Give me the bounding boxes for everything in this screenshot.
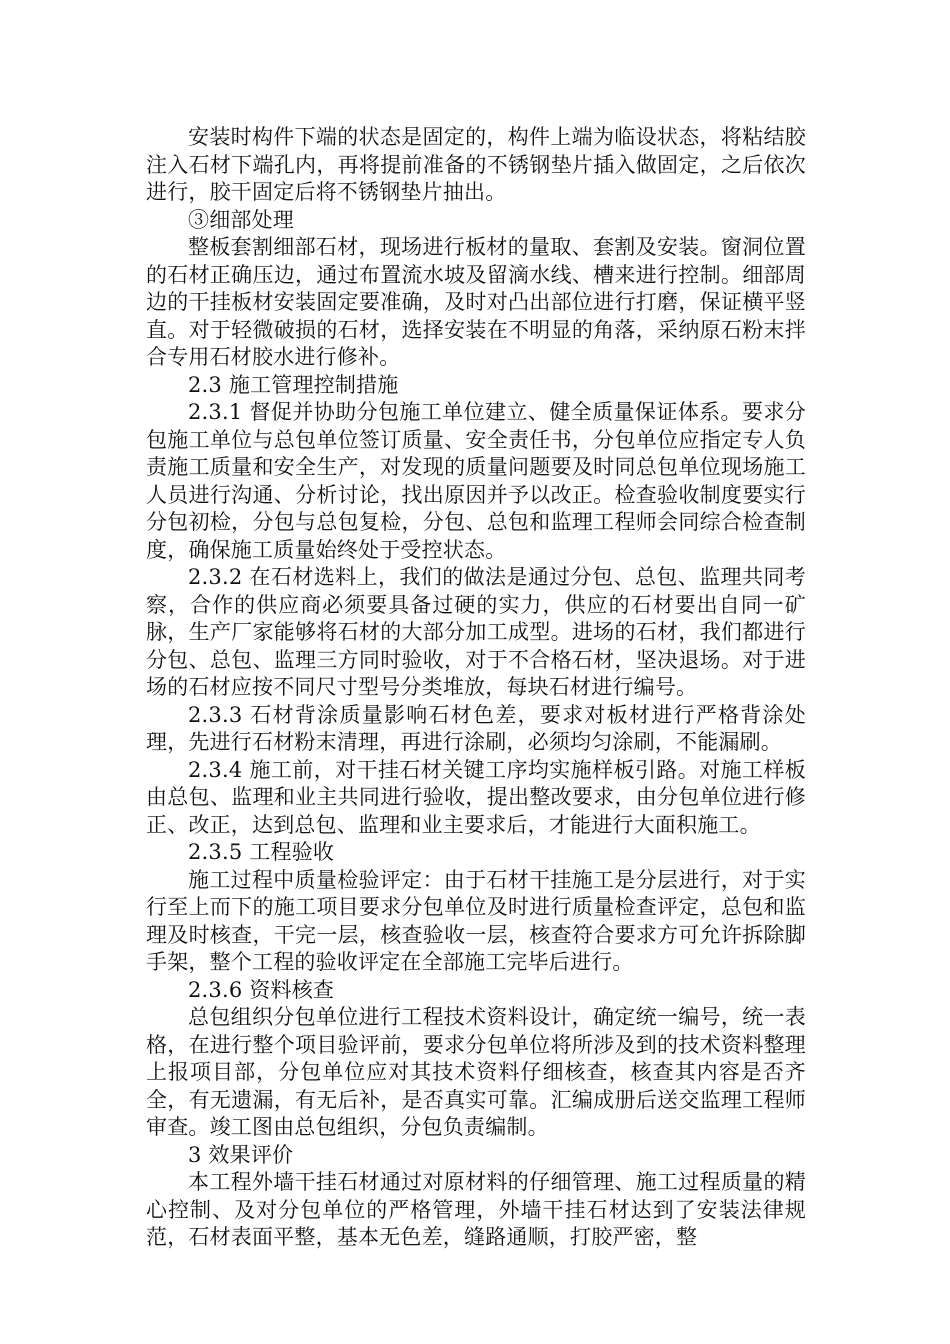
heading-2-3-5-acceptance: 2.3.5 工程验收 — [188, 840, 335, 864]
paragraph-2-3-2: 2.3.2 在石材选料上，我们的做法是通过分包、总包、监理共同考察，合作的供应商必须要具备过硬的实力，供应的石材要出自同一矿脉，生产厂家能够将石材的大部分加工成型。进场的石材，我们都进行分包、总包、监理三方同时验收，对于不合格石材，坚决退场。对于进场的石材应按不同尺寸型号分类堆放，每块石材进行编号。 — [146, 565, 806, 699]
paragraph-2-3-1: 2.3.1 督促并协助分包施工单位建立、健全质量保证体系。要求分包施工单位与总包单位签订质量、安全责任书，分包单位应指定专人负责施工质量和安全生产，对发现的质量问题要及时同总包单位现场施工人员进行沟通、分析讨论，找出原因并予以改正。检查验收制度要实行分包初检，分包与总包复检，分包、总包和监理工程师会同综合检查制度，确保施工质量始终处于受控状态。 — [146, 400, 806, 562]
heading-2-3-management: 2.3 施工管理控制措施 — [188, 372, 399, 397]
paragraph-2-3-6: 总包组织分包单位进行工程技术资料设计，确定统一编号，统一表格，在进行整个项目验评前，要求分包单位将所涉及到的技术资料整理上报项目部，分包单位应对其技术资料仔细核查，核查其内容是否齐全，有无遗漏，有无后补，是否真实可靠。汇编成册后送交监理工程师审查。竣工图由总包组织，分包负责编制。 — [146, 1005, 806, 1139]
paragraph-2-3-5: 施工过程中质量检验评定：由于石材干挂施工是分层进行，对于实行至上而下的施工项目要求分包单位及时进行质量检查评定，总包和监理及时核查，干完一层，核查验收一层，核查符合要求方可允许拆除脚手架，整个工程的验收评定在全部施工完毕后进行。 — [146, 867, 806, 974]
paragraph-2-3-3: 2.3.3 石材背涂质量影响石材色差，要求对板材进行严格背涂处理，先进行石材粉末清理，再进行涂刷，必须均匀涂刷，不能漏刷。 — [146, 702, 806, 754]
paragraph-2-3-4: 2.3.4 施工前，对干挂石材关键工序均实施样板引路。对施工样板由总包、监理和业主共同进行验收，提出整改要求，由分包单位进行修正、改正，达到总包、监理和业主要求后，才能进行大面积施工。 — [146, 757, 806, 837]
heading-3-evaluation: 3 效果评价 — [188, 1142, 294, 1167]
heading-2-3-6-documents: 2.3.6 资料核查 — [188, 977, 335, 1002]
paragraph-install-fixing: 安装时构件下端的状态是固定的，构件上端为临设状态，将粘结胶注入石材下端孔内，再将提前准备的不锈钢垫片插入做固定，之后依次进行，胶干固定后将不锈钢垫片抽出。 — [146, 125, 806, 204]
paragraph-detail-treatment: 整板套割细部石材，现场进行板材的量取、套割及安装。窗洞位置的石材正确压边，通过布置流水坡及留滴水线、槽来进行控制。细部周边的干挂板材安装固定要准确，及时对凸出部位进行打磨，保证横平竖直。对于轻微破损的石材，选择安装在不明显的角落，采纳原石粉末拌合专用石材胶水进行修补。 — [146, 235, 806, 369]
paragraph-3-evaluation: 本工程外墙干挂石材通过对原材料的仔细管理、施工过程质量的精心控制、及对分包单位的严格管理，外墙干挂石材达到了安装法律规范，石材表面平整，基本无色差，缝路通顺，打胶严密，整 — [146, 1170, 806, 1249]
heading-detail-treatment: ③细部处理 — [188, 207, 294, 232]
document-body — [146, 124, 806, 1252]
